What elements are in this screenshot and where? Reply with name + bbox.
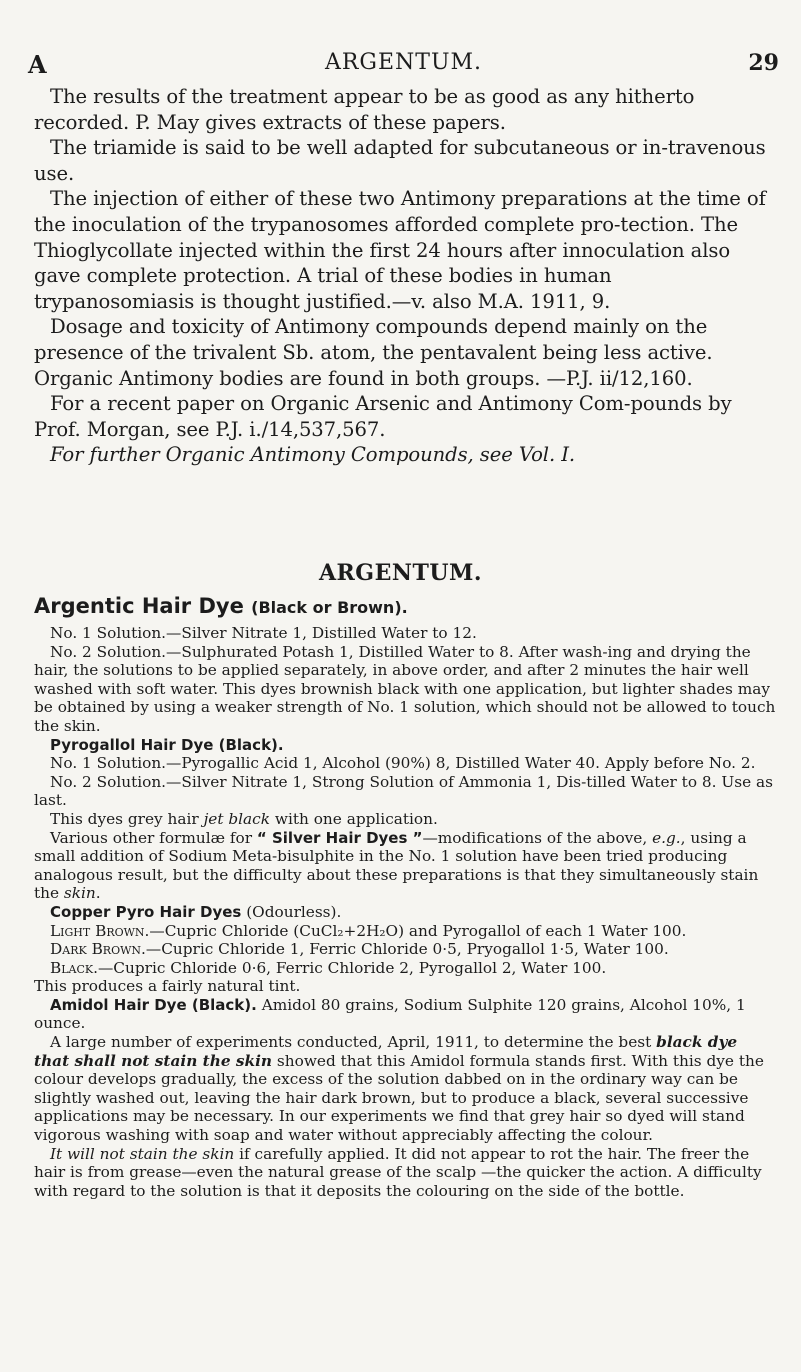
pyrogallol-heading (34, 736, 777, 755)
pyrogallol-solution-1: No. 1 Solution.—Pyrogallic Acid 1, Alcohol (90%) 8, Distilled Water 40. Apply before No. 2. (50, 754, 756, 773)
text-run: , using a small addition of Sodium Meta-bisulphite in the No. 1 solution have been tried producing analogous result, but the difficulty about these preparations is that they simultaneously stain the (34, 828, 759, 903)
emphasis: skin (63, 884, 96, 903)
silver-hair-dyes-note (34, 829, 777, 903)
formula-text: —Cupric Chloride 1, Ferric Chloride 0·5, Pryogallol 1·5, Water 100. (145, 940, 669, 959)
emphasis: It will not stain the skin (50, 1144, 235, 1163)
paragraph: The injection of either of these two Antimony preparations at the time of the inoculation of the trypanosomes afforded complete pro-tection. The Thioglycollate injected within the first 24 hours after innoculation also gave complete protection. A trial of these bodies in human trypanosomiasis is thought justified.—v. also M.A. 1911, 9. (34, 187, 766, 313)
hair-dye-recipes (34, 624, 777, 1200)
text-run: A large number of experiments conducted, April, 1911, to determine the best (50, 1033, 657, 1052)
section-title: ARGENTUM. (318, 560, 483, 586)
pyrogallol-solution-2: No. 2 Solution.—Silver Nitrate 1, Strong Solution of Ammonia 1, Dis-tilled Water to 8. Use as last. (34, 772, 773, 810)
formula-text: —Cupric Chloride 0·6, Ferric Chloride 2, Pyrogallol 2, Water 100. (98, 958, 607, 977)
text-run: showed that this Amidol formula stands first. With this dye the colour develops gradually, the excess of the solution dabbed on in the ordinary way can be slightly washed out, leaving the hair dark brown, but to produce a black, several successive applications may be necessary. In our experiments we find that grey hair so dyed will stand vigorous washing with soap and water without appreciably affecting the colour. (34, 1051, 764, 1145)
amidol-heading-text: Amidol Hair Dye (Black). (50, 995, 257, 1014)
pyrogallol-note (34, 810, 777, 829)
amidol-formula: Amidol 80 grains, Sodium Sulphite 120 grains, Alcohol 10%, 1 ounce. (34, 995, 746, 1033)
text-run: Various other formulæ for (50, 828, 257, 847)
amidol-skin-note (34, 1145, 777, 1201)
emphasis: black dye that shall not stain the skin (34, 1033, 738, 1070)
running-head (28, 50, 779, 78)
argentic-solution-1: No. 1 Solution.—Silver Nitrate 1, Distilled Water to 12. (50, 624, 477, 642)
tint-note: This produces a fairly natural tint. (34, 977, 301, 996)
amidol-experiments (34, 1033, 777, 1145)
dark-brown-formula (34, 940, 777, 959)
text-run: This dyes grey hair (50, 809, 204, 828)
bold-run: “ Silver Hair Dyes ” (256, 828, 423, 847)
formula-label: Black. (50, 958, 98, 977)
paragraph: Dosage and toxicity of Antimony compounds depend mainly on the presence of the trivalent Sb. atom, the pentavalent being less active. Organic Antimony bodies are found in both groups. —P.J. ii/12,160. (34, 315, 713, 390)
formula-label: Dark Brown. (50, 940, 146, 959)
text-run: if carefully applied. It did not appear to rot the hair. The freer the hair is from grease—even the natural grease of the scalp —the quicker the action. A difficulty with regard to the solution is that it deposits the colouring on the side of the bottle. (34, 1144, 762, 1200)
pyrogallol-heading-text: Pyrogallol Hair Dye (Black). (50, 735, 284, 754)
page-number: 29 (748, 50, 779, 76)
light-brown-formula (34, 922, 777, 941)
argentic-solution-2: No. 2 Solution.—Sulphurated Potash 1, Distilled Water to 8. After wash-ing and drying the hair, the solutions to be applied separately, in above order, and after 2 minutes the hair well washed with soft water. This dyes brownish black with one application, but lighter shades may be obtained by using a weaker strength of No. 1 solution, which should not be allowed to touch the skin. (34, 642, 776, 735)
emphasis: e.g. (652, 828, 681, 847)
argentic-hair-dye-heading (34, 594, 408, 618)
amidol-heading (34, 996, 777, 1033)
header-letter: A (28, 50, 47, 79)
header-title: ARGENTUM. (324, 50, 483, 75)
paragraph: The triamide is said to be well adapted for subcutaneous or in-travenous use. (34, 136, 766, 185)
black-formula (34, 959, 777, 978)
formula-label: Light Brown. (50, 921, 150, 940)
paragraph: The results of the treatment appear to be as good as any hitherto recorded. P. May gives extracts of these papers. (34, 85, 695, 134)
formula-text: —Cupric Chloride (CuCl₂+2H₂O) and Pyrogallol of each 1 Water 100. (149, 921, 687, 940)
antimony-continuation (34, 84, 775, 468)
copper-heading-text: Copper Pyro Hair Dyes (50, 902, 242, 921)
copper-heading-note: (Odourless). (246, 902, 342, 921)
subhead-text: Argentic Hair Dye (34, 594, 244, 618)
emphasis: jet black (203, 809, 271, 828)
text-run: with one application. (270, 809, 438, 828)
copper-pyro-heading (34, 903, 777, 922)
further-reference: For further Organic Antimony Compounds, see Vol. I. (50, 443, 575, 467)
subhead-note: (Black or Brown). (251, 598, 408, 617)
text-run: . (95, 884, 101, 903)
text-run: —modifications of the above, (422, 828, 653, 847)
paragraph: For a recent paper on Organic Arsenic and Antimony Com-pounds by Prof. Morgan, see P.J. i./14,537,567. (34, 392, 732, 441)
